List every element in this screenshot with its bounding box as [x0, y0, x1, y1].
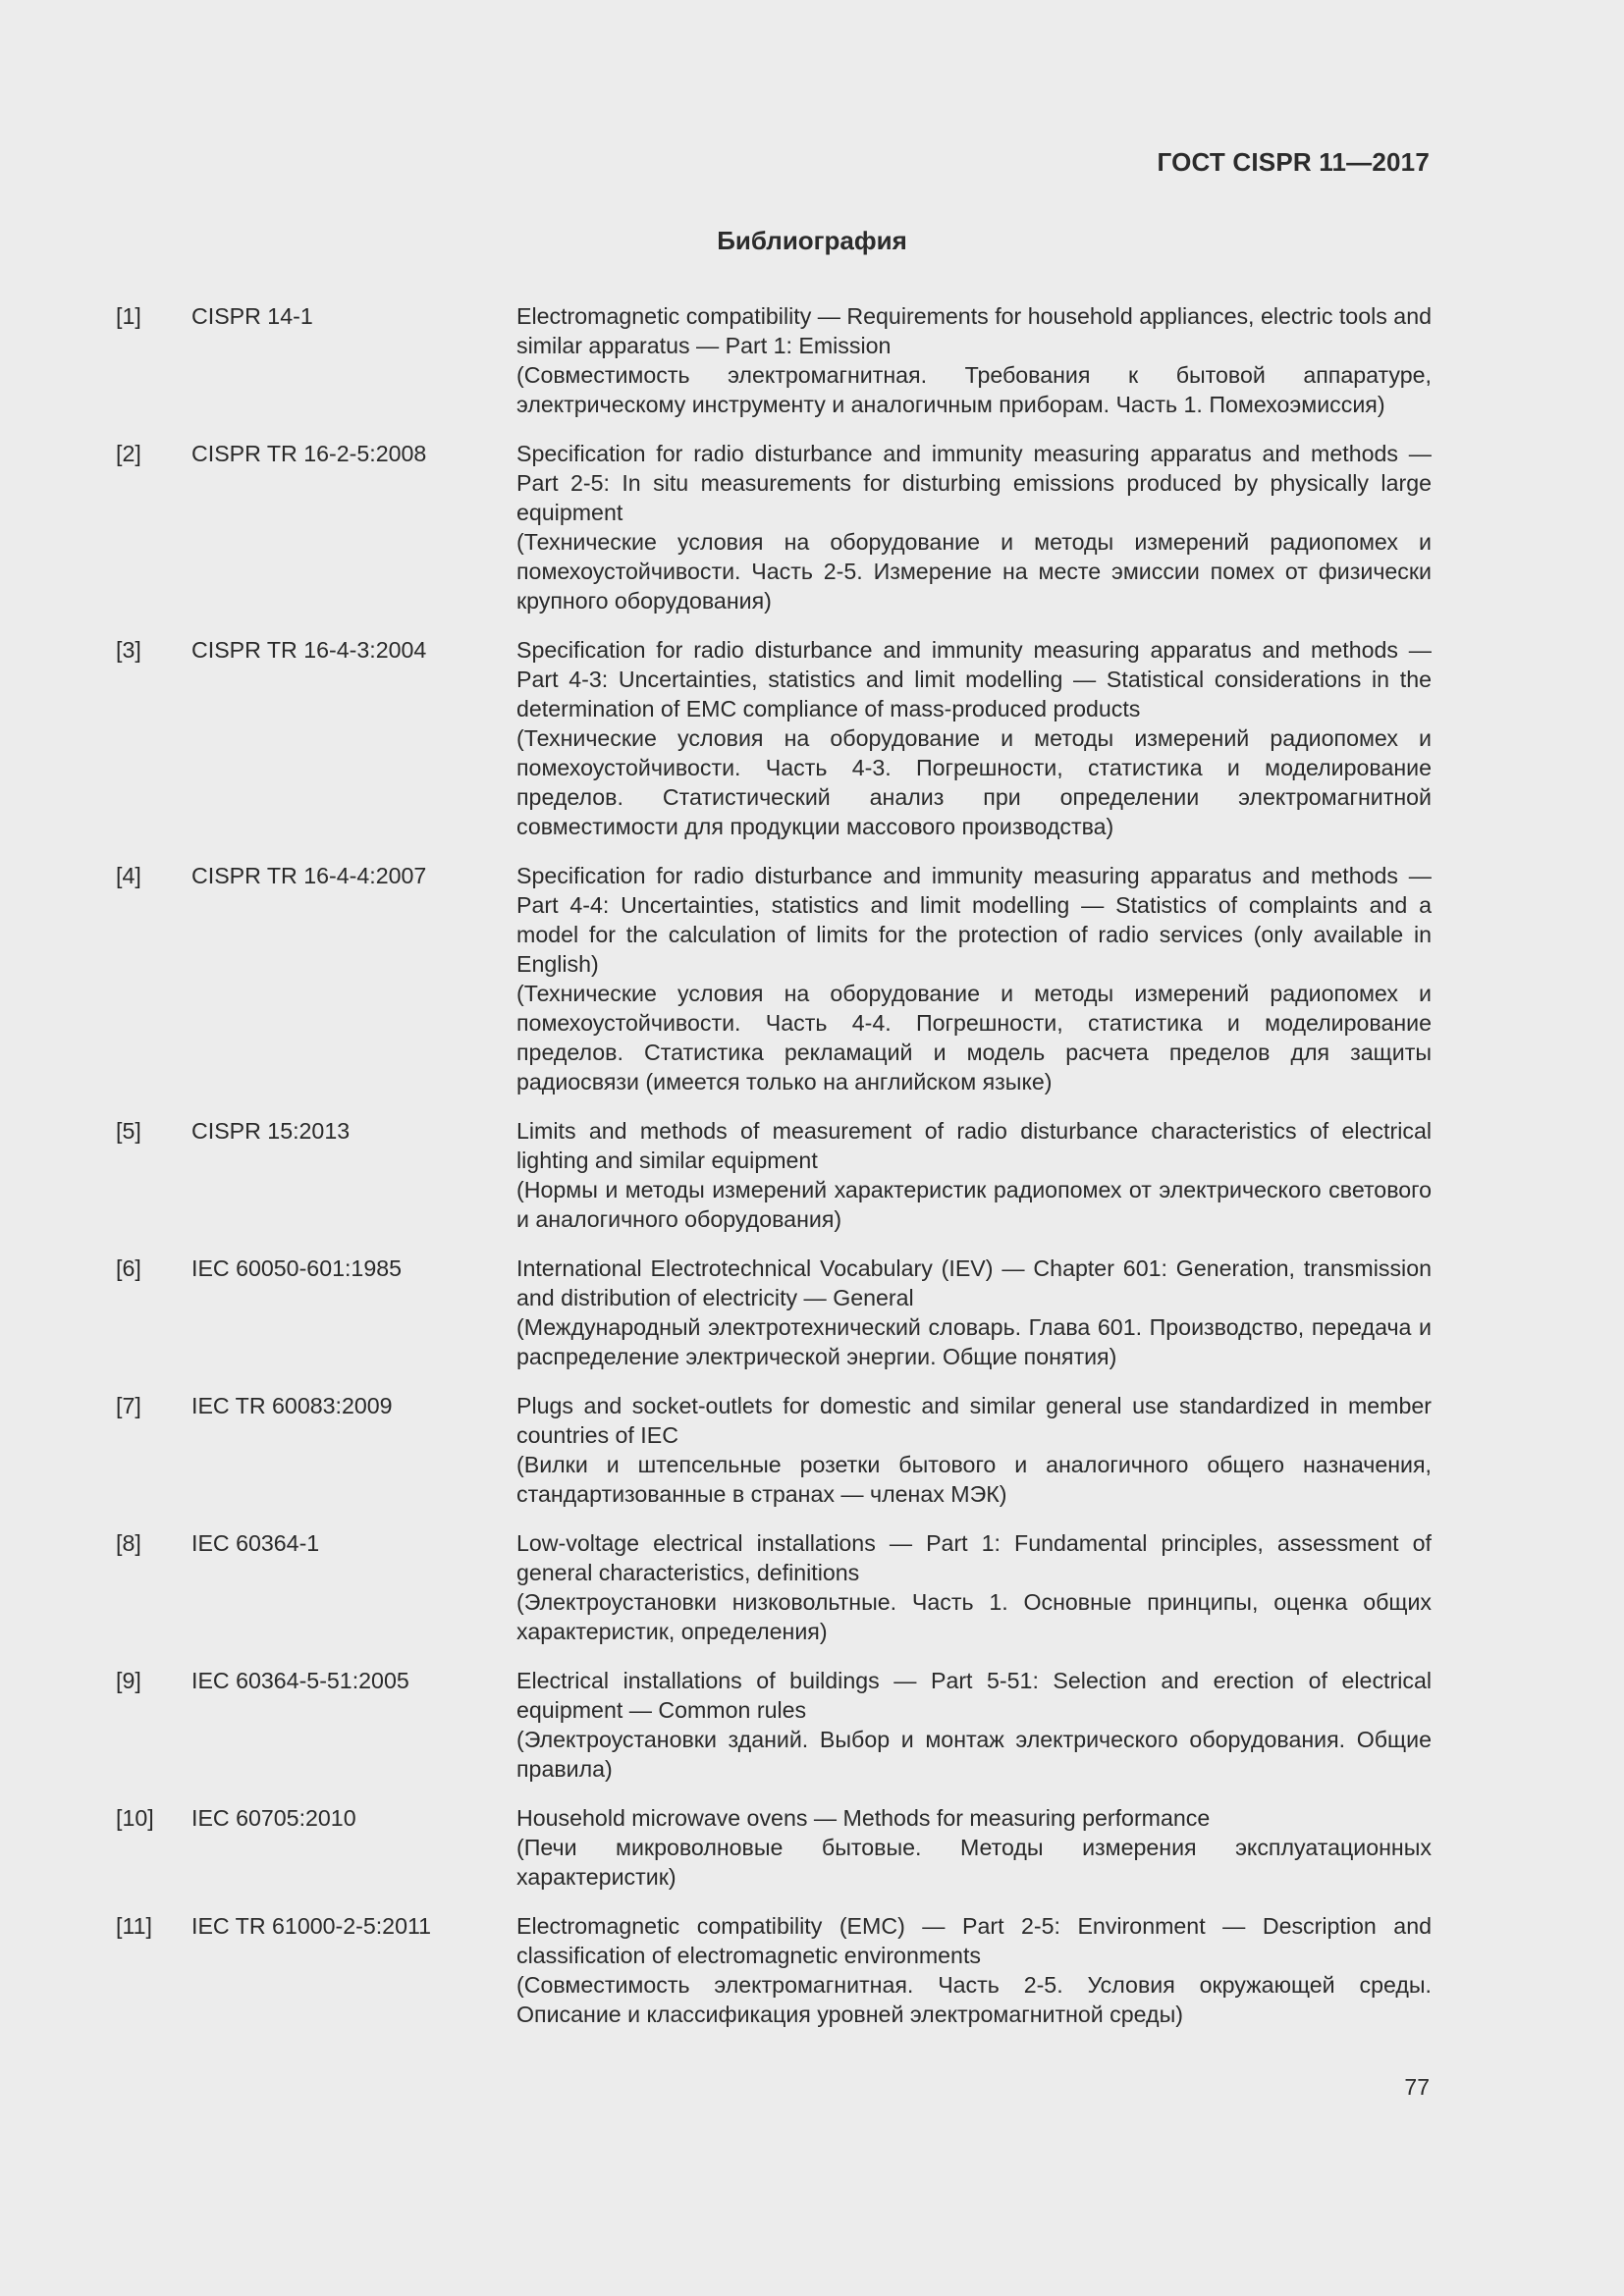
entry-number: [5]	[116, 1118, 141, 1144]
entry-title-ru: (Электроустановки низковольтные. Часть 1. Основные принципы, оценка общих характеристик, определения)	[516, 1589, 1432, 1644]
entry-title-en: Household microwave ovens — Methods for measuring performance	[516, 1805, 1211, 1831]
entry-title-ru: (Нормы и методы измерений характеристик радиопомех от электрического светового и аналогичного оборудования)	[516, 1177, 1432, 1232]
entry-number: [7]	[116, 1393, 141, 1418]
entry-code: IEC 60705:2010	[191, 1805, 356, 1831]
bibliography-entry	[116, 1911, 1432, 2029]
entry-description	[516, 1911, 1432, 2029]
bibliography-entry	[116, 1254, 1432, 1371]
entry-title-ru: (Международный электротехнический словарь. Глава 601. Производство, передача и распределение электрической энергии. Общие понятия)	[516, 1314, 1432, 1369]
entry-description	[516, 1254, 1432, 1371]
bibliography-list	[116, 301, 1432, 2049]
entry-code: IEC TR 60083:2009	[191, 1393, 393, 1418]
entry-title-en: Electromagnetic compatibility (EMC) — Part 2-5: Environment — Description and classification of electromagnetic environments	[516, 1913, 1432, 1968]
entry-title-en: International Electrotechnical Vocabulary (IEV) — Chapter 601: Generation, transmission and distribution of electricity — General	[516, 1255, 1432, 1310]
page-title: Библиография	[717, 226, 907, 255]
entry-code: IEC 60364-5-51:2005	[191, 1668, 409, 1693]
entry-number: [2]	[116, 441, 141, 466]
entry-description	[516, 439, 1432, 615]
entry-code: CISPR TR 16-2-5:2008	[191, 441, 427, 466]
entry-title-en: Specification for radio disturbance and immunity measuring apparatus and methods — Part 4-3: Uncertainties, statistics and limit modelling — Statistical considerations in the determination of EMC compliance of mass-produced products	[516, 637, 1432, 721]
entry-description	[516, 301, 1432, 419]
bibliography-entry	[116, 635, 1432, 841]
entry-title-en: Plugs and socket-outlets for domestic and similar general use standardized in member countries of IEC	[516, 1393, 1432, 1448]
bibliography-entry	[116, 301, 1432, 419]
entry-title-ru: (Технические условия на оборудование и методы измерений радиопомех и помехоустойчивости. Часть 4-3. Погрешности, статистика и моделирование пределов. Статистический анализ при определении электромагнитной совместимости для продукции массового производства)	[516, 725, 1432, 839]
entry-description	[516, 1528, 1432, 1646]
bibliography-entry	[116, 1666, 1432, 1784]
entry-number: [8]	[116, 1530, 141, 1556]
entry-title-en: Limits and methods of measurement of radio disturbance characteristics of electrical lighting and similar equipment	[516, 1118, 1432, 1173]
entry-code: IEC TR 61000-2-5:2011	[191, 1913, 432, 1939]
entry-description	[516, 1803, 1432, 1892]
entry-title-en: Electromagnetic compatibility — Requirements for household appliances, electric tools and similar apparatus — Part 1: Emission	[516, 303, 1432, 358]
entry-number: [6]	[116, 1255, 141, 1281]
entry-number: [11]	[116, 1913, 152, 1939]
entry-description	[516, 635, 1432, 841]
bibliography-entry	[116, 861, 1432, 1096]
bibliography-entry	[116, 1116, 1432, 1234]
bibliography-entry	[116, 1528, 1432, 1646]
entry-code: CISPR 14-1	[191, 303, 313, 329]
entry-title-ru: (Печи микроволновые бытовые. Методы измерения эксплуатационных характеристик)	[516, 1835, 1432, 1890]
entry-number: [1]	[116, 303, 141, 329]
entry-number: [10]	[116, 1805, 154, 1831]
entry-description	[516, 1391, 1432, 1509]
entry-title-ru: (Технические условия на оборудование и методы измерений радиопомех и помехоустойчивости. Часть 2-5. Измерение на месте эмиссии помех от физически крупного оборудования)	[516, 529, 1432, 614]
entry-title-ru: (Совместимость электромагнитная. Часть 2-5. Условия окружающей среды. Описание и классификация уровней электромагнитной среды)	[516, 1972, 1432, 2027]
entry-title-ru: (Технические условия на оборудование и методы измерений радиопомех и помехоустойчивости. Часть 4-4. Погрешности, статистика и моделирование пределов. Статистика рекламаций и модель расчета пределов для защиты радиосвязи (имеется только на английском языке)	[516, 981, 1432, 1095]
entry-code: CISPR TR 16-4-4:2007	[191, 863, 427, 888]
entry-title-en: Specification for radio disturbance and immunity measuring apparatus and methods — Part 4-4: Uncertainties, statistics and limit modelling — Statistics of complaints and a model for the calculation of limits for the protection of radio services (only available in English)	[516, 863, 1432, 977]
entry-title-en: Low-voltage electrical installations — Part 1: Fundamental principles, assessment of general characteristics, definitions	[516, 1530, 1432, 1585]
entry-title-en: Specification for radio disturbance and immunity measuring apparatus and methods — Part 2-5: In situ measurements for disturbing emissions produced by physically large equipment	[516, 441, 1432, 525]
entry-code: CISPR TR 16-4-3:2004	[191, 637, 427, 663]
entry-code: IEC 60050-601:1985	[191, 1255, 403, 1281]
entry-title-ru: (Совместимость электромагнитная. Требования к бытовой аппаратуре, электрическому инструменту и аналогичным приборам. Часть 1. Помехоэмиссия)	[516, 362, 1432, 417]
bibliography-entry	[116, 1803, 1432, 1892]
entry-code: CISPR 15:2013	[191, 1118, 351, 1144]
entry-description	[516, 1116, 1432, 1234]
entry-title-en: Electrical installations of buildings — Part 5-51: Selection and erection of electrical equipment — Common rules	[516, 1668, 1432, 1723]
page-number: 77	[1404, 2074, 1430, 2100]
entry-description	[516, 1666, 1432, 1784]
entry-description	[516, 861, 1432, 1096]
entry-number: [4]	[116, 863, 141, 888]
entry-title-ru: (Вилки и штепсельные розетки бытового и аналогичного общего назначения, стандартизованные в странах — членах МЭК)	[516, 1452, 1432, 1507]
entry-title-ru: (Электроустановки зданий. Выбор и монтаж электрического оборудования. Общие правила)	[516, 1727, 1432, 1782]
entry-code: IEC 60364-1	[191, 1530, 320, 1556]
bibliography-entry	[116, 439, 1432, 615]
bibliography-entry	[116, 1391, 1432, 1509]
document-id: ГОСТ CISPR 11—2017	[1157, 147, 1430, 177]
entry-number: [9]	[116, 1668, 141, 1693]
entry-number: [3]	[116, 637, 141, 663]
